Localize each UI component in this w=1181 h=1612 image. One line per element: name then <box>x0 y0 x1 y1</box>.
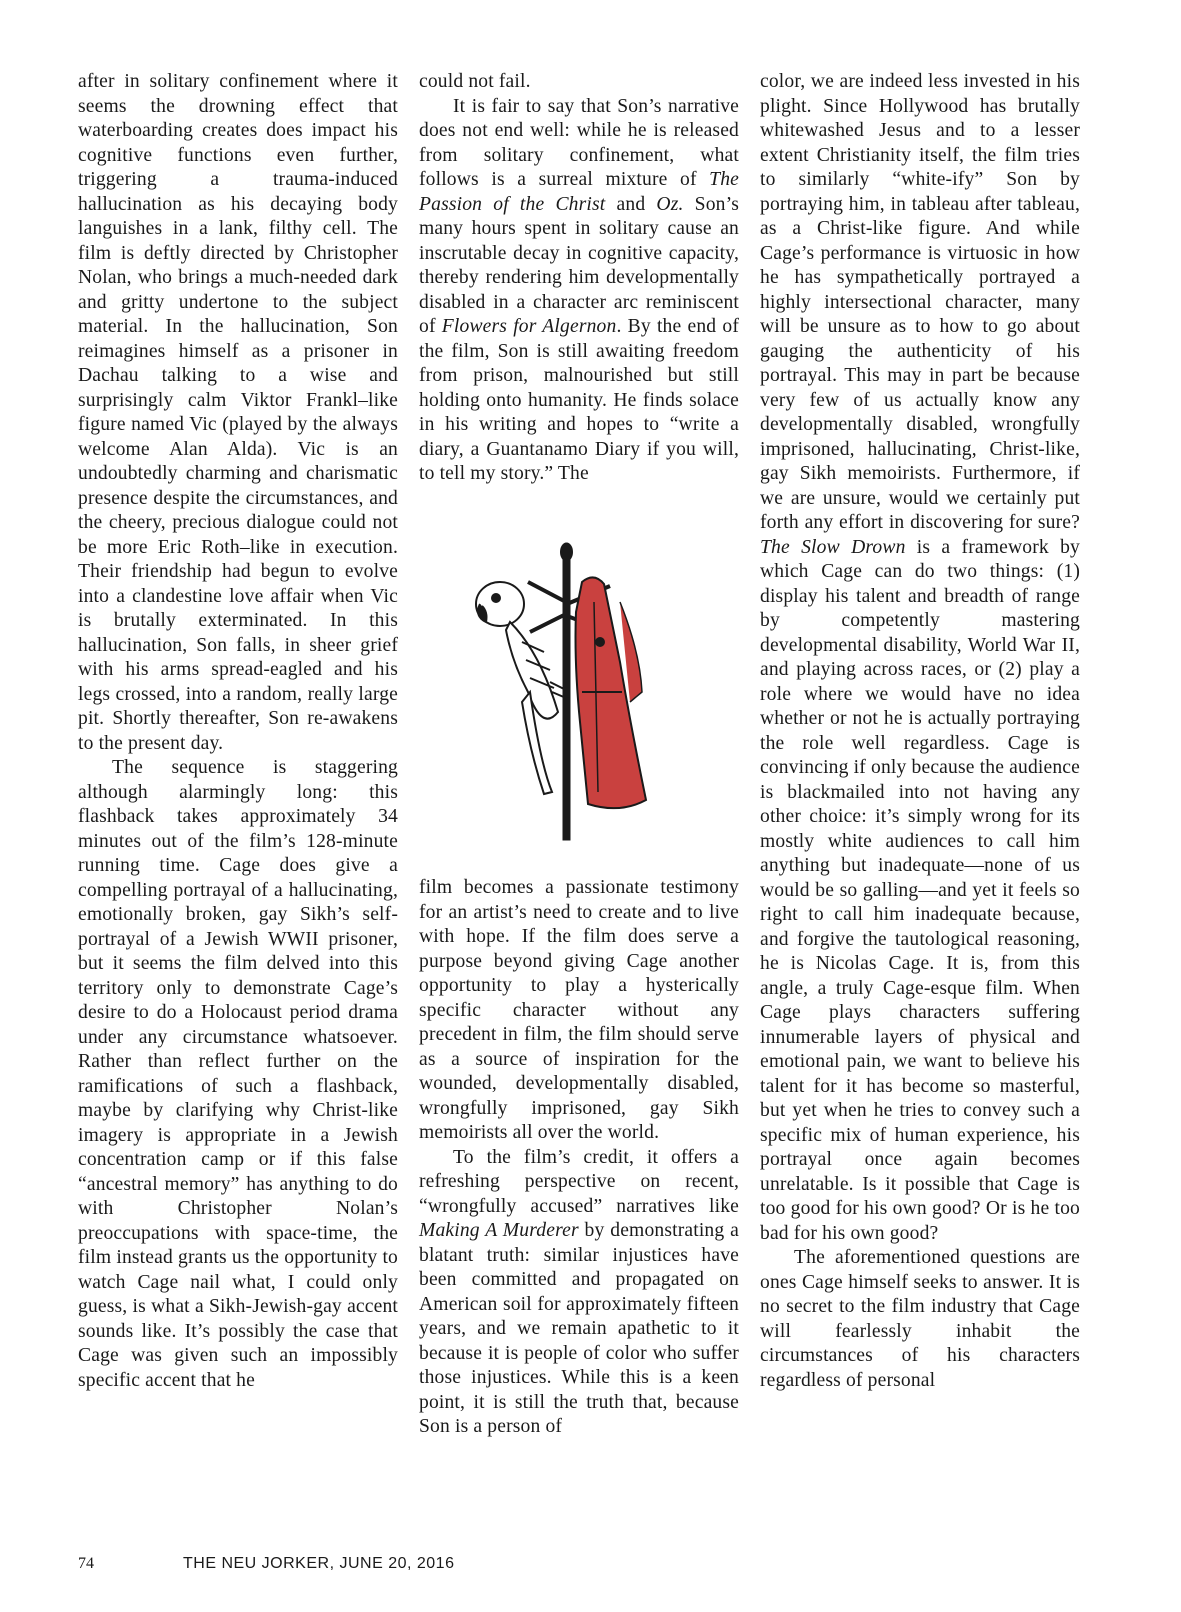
paragraph: film becomes a passionate testimony for an artist’s need to create and to live with hope. If the film does serve a purpose beyond giving Cage another opportunity to play a hysterically specific character without any precedent in film, the film should serve as a source of inspiration for the wounded, developmentally disabled, wrongfully imprisoned, gay Sikh memoirists all over the world. <box>419 877 739 1143</box>
text-run: by demonstrating a blatant truth: similar injustices have been committed and propagated on American soil for approximately fifteen years, and we remain apathetic to it because it is people of color who suffer those injustices. While this is a keen point, it is still the truth that, because Son is a person of <box>419 1220 739 1437</box>
film-title: The Slow Drown <box>760 536 906 558</box>
article-column-1 <box>78 70 398 1393</box>
paragraph: The aforementioned questions are ones Cage himself seeks to answer. It is no secret to the film industry that Cage will fearlessly inhabit the circumstances of his characters regardless of personal <box>760 1247 1080 1391</box>
red-coat <box>576 577 647 808</box>
text-run: It is fair to say that Son’s narrative does not end well: while he is released from solitary confinement, what follows is a surreal mixture of <box>419 95 739 190</box>
page-footer <box>0 1555 1181 1585</box>
text-run: is a framework by which Cage can do two things: (1) display his talent and breadth of range by competently mastering developmental disability, World War II, and playing across races, or (2) play a role where we would have no idea whether or not he is actually portraying the role well regardless. Cage is convincing if only because the audience is blackmailed into not having any other choice: it’s simply wrong for its mostly white audiences to call him anything but inadequate—none of us would be so galling—and yet it feels so right to call him inadequate because, and forgive the tautological reasoning, he is Nicolas Cage. It is, from this angle, a truly Cage-esque film. When Cage plays characters suffering innumerable layers of physical and emotional pain, we want to believe his talent for it has become so masterful, but yet when he tries to convey such a specific mix of human experience, his portrayal once again becomes unrelatable. Is it possible that Cage is too good for his own good? Or is he too bad for his own good? <box>760 536 1080 1244</box>
article-column-3 <box>760 70 1080 1393</box>
paragraph <box>419 95 739 487</box>
film-title: The Passion of the Christ <box>419 169 739 215</box>
show-title: Oz. <box>656 193 684 215</box>
paragraph <box>419 1146 739 1440</box>
parrot <box>476 582 566 794</box>
paragraph <box>760 70 1080 1246</box>
book-title: Flowers for Algernon <box>441 316 617 337</box>
text-run: To the film’s credit, it offers a refreshing perspective on recent, “wrongfully accused” narratives like <box>419 1146 739 1217</box>
text-run: and <box>605 193 657 215</box>
page-number: 74 <box>78 1555 94 1572</box>
text-run: . By the end of the film, Son is still awaiting freedom from prison, malnourished but still holding onto humanity. He finds solace in his writing and hopes to “write a diary, a Guantanamo Diary if you will, to tell my story.” The <box>419 316 739 484</box>
article-column-2-top <box>419 70 739 487</box>
article-column-2-bottom <box>419 876 739 1440</box>
parrot-coat-rack-illustration <box>470 542 690 852</box>
paragraph: The sequence is staggering although alarmingly long: this flashback takes approximately 34 minutes out of the film’s 128-minute running time. Cage does give a compelling portrayal of a hallucinating, emotionally broken, gay Sikh’s self-portrayal of a Jewish WWII prisoner, but it seems the film delved into this territory only to demonstrate Cage’s desire to do a Holocaust period drama under any circumstance whatsoever. Rather than reflect further on the ramifications of such a flashback, maybe by clarifying why Christ-like imagery is appropriate in a Jewish concentration camp or if this false “ancestral memory” has anything to do with Christopher Nolan’s preoccupations with space-time, the film instead grants us the opportunity to watch Cage nail what, I could only guess, is what a Sikh-Jewish-gay accent sounds like. It’s possibly the case that Cage was given such an impossibly specific accent that he <box>78 757 398 1391</box>
running-head: THE NEU JORKER, JUNE 20, 2016 <box>183 1555 455 1572</box>
show-title: Making A Murderer <box>419 1220 579 1241</box>
text-run: color, we are indeed less invested in his plight. Since Hollywood has brutally whitewashed Jesus and to a lesser extent Christianity itself, the film tries to similarly “white-ify” Son by portraying him, in tableau after tableau, as a Christ-like figure. And while Cage’s performance is virtuosic in how he has sympathetically portrayed a highly intersectional character, many will be unsure as to how to go about gauging the authenticity of his portrayal. This may in part be because very few of us actually know any developmentally disabled, wrongfully imprisoned, hallucinating, Christ-like, gay Sikh memoirists. Furthermore, if we are unsure, would we certainly put forth any effort in discovering for sure? <box>760 71 1080 533</box>
illustration-svg <box>470 542 690 852</box>
text-run: Son’s many hours spent in solitary cause an inscrutable decay in cognitive capacity, thereby rendering him developmentally disabled in a character arc reminiscent of <box>419 193 739 337</box>
paragraph: could not fail. <box>419 71 531 92</box>
paragraph: after in solitary confinement where it seems the drowning effect that waterboarding creates does impact his cognitive functions even further, triggering a trauma-induced hallucination as his decaying body languishes in a lank, filthy cell. The film is deftly directed by Christopher Nolan, who brings a much-needed dark and gritty undertone to the subject material. In the hallucination, Son reimagines himself as a prisoner in Dachau talking to a wise and surprisingly calm Viktor Frankl–like figure named Vic (played by the always welcome Alan Alda). Vic is an undoubtedly charming and charismatic presence despite the circumstances, and the cheery, precious dialogue could not be more Eric Roth–like in execution. Their friendship had begun to evolve into a clandestine love affair when Vic is brutally exterminated. In this hallucination, Son falls, in sheer grief with his arms spread-eagled and his legs crossed, into a random, really large pit. Shortly thereafter, Son re-awakens to the present day. <box>78 71 398 754</box>
